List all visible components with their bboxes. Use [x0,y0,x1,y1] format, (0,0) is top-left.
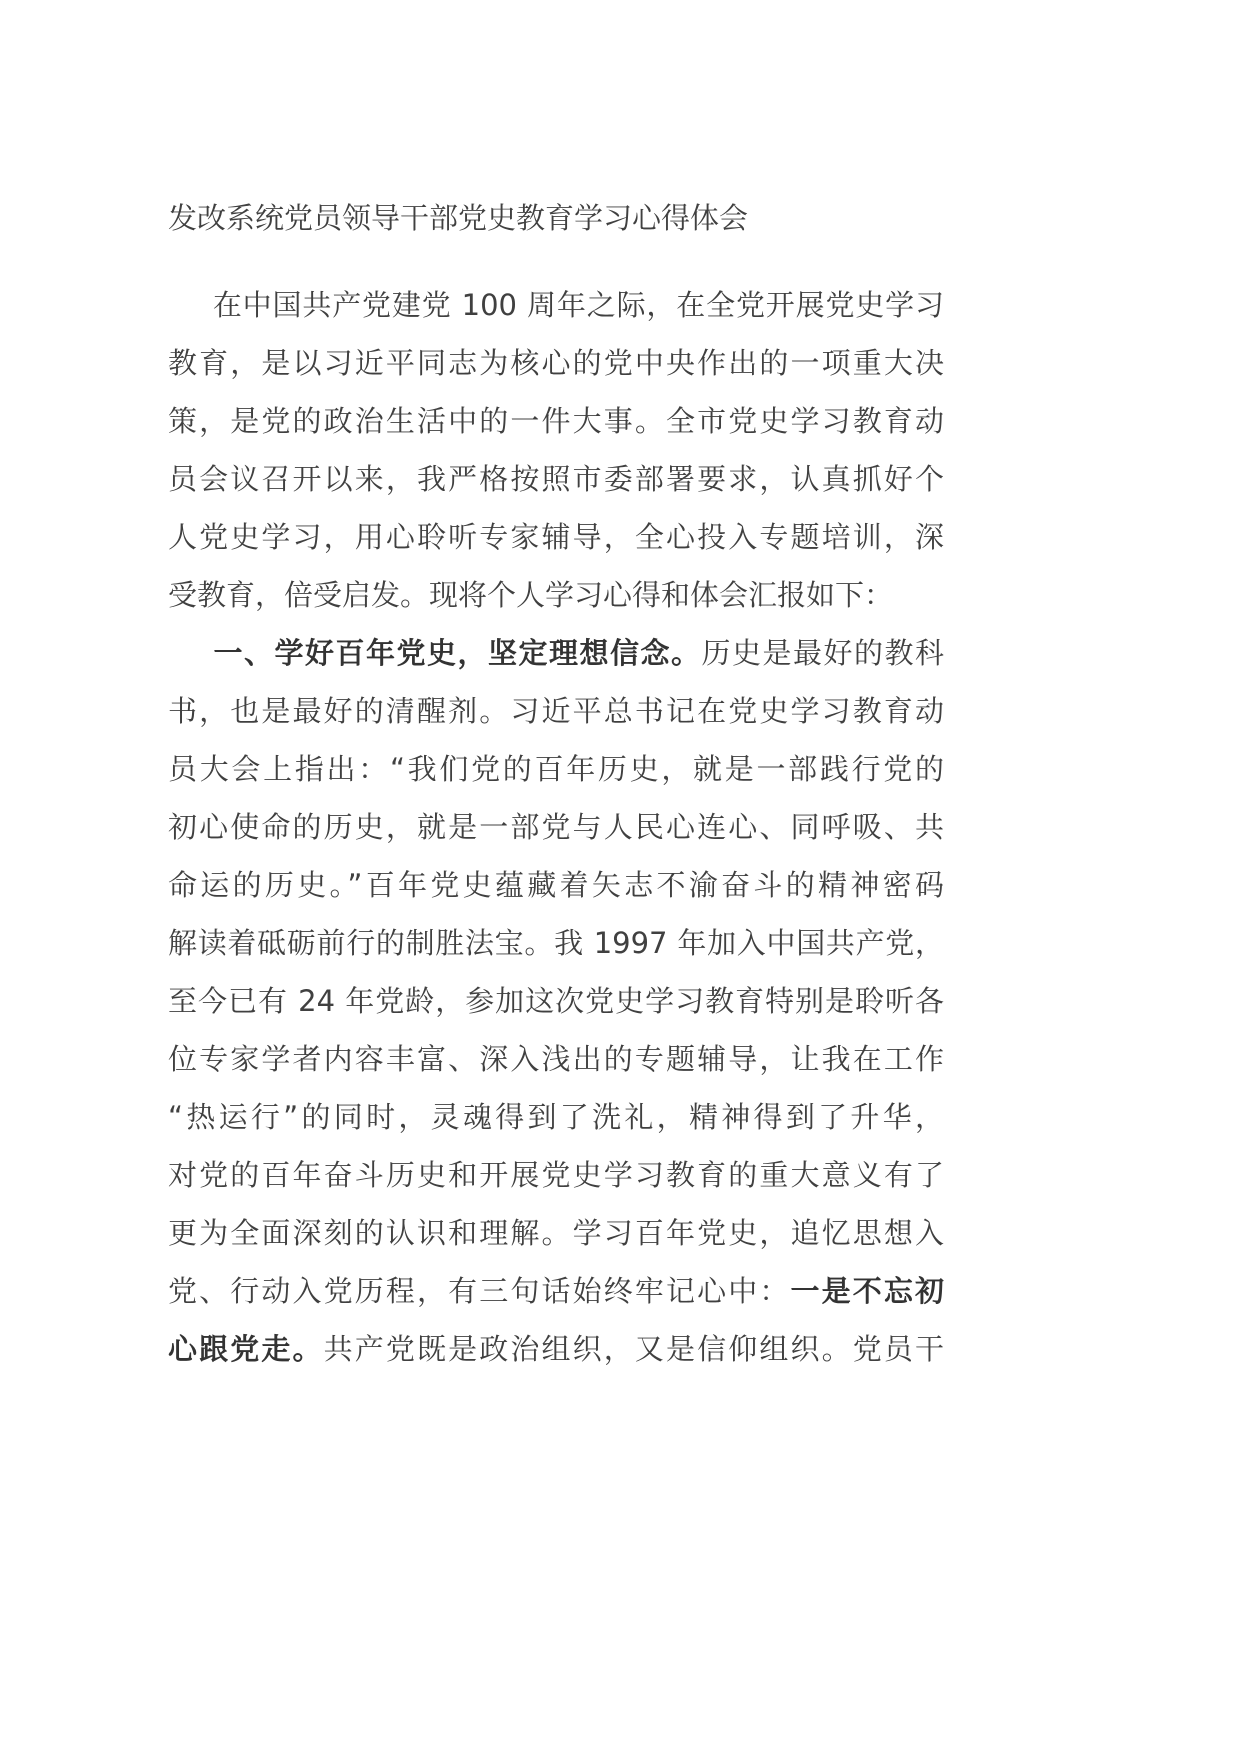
section-heading: 一、学好百年党史，坚定理想信念。 [212,636,702,670]
line-text: 解读着砥砺前行的制胜法宝。我 1997 年加入中国共产党， [168,926,944,960]
text-line [168,450,944,508]
line-text: 共产党既是政治组织，又是信仰组织。党员干 [323,1332,944,1366]
line-text: 员大会上指出：“我们党的百年历史，就是一部践行党的 [168,752,944,786]
text-line [168,1262,944,1320]
document-body [168,276,944,1378]
line-text: 受教育，倍受启发。现将个人学习心得和体会汇报如下： [168,578,894,612]
text-line [168,1088,944,1146]
text-line [168,508,944,566]
text-line [168,798,944,856]
text-line [168,624,944,682]
line-text: 历史是最好的教科 [701,636,944,670]
line-text: 人党史学习，用心聆听专家辅导，全心投入专题培训，深 [168,520,944,554]
text-line [168,972,944,1030]
document-page [168,196,944,1378]
line-text: 命运的历史。”百年党史蕴藏着矢志不渝奋斗的精神密码 [168,868,944,902]
line-text: 至今已有 24 年党龄，参加这次党史学习教育特别是聆听各 [168,984,944,1018]
text-line [168,740,944,798]
line-text: 位专家学者内容丰富、深入浅出的专题辅导，让我在工作 [168,1042,944,1076]
text-line [168,1030,944,1088]
line-text: 对党的百年奋斗历史和开展党史学习教育的重大意义有了 [168,1158,944,1192]
document-title: 发改系统党员领导干部党史教育学习心得体会 [168,201,749,235]
text-line [168,856,944,914]
text-line [168,334,944,392]
text-line [168,276,944,334]
text-line [168,1320,944,1378]
text-line [168,566,944,624]
text-line [168,682,944,740]
text-line [168,392,944,450]
line-text: 书，也是最好的清醒剂。习近平总书记在党史学习教育动 [168,694,944,728]
emphasis-text: 一是不忘初 [790,1274,944,1308]
line-text: 教育，是以习近平同志为核心的党中央作出的一项重大决 [168,346,944,380]
line-text: 员会议召开以来，我严格按照市委部署要求，认真抓好个 [168,462,944,496]
text-line [168,1204,944,1262]
line-text: “热运行”的同时，灵魂得到了洗礼，精神得到了升华， [168,1100,944,1134]
line-text: 更为全面深刻的认识和理解。学习百年党史，追忆思想入 [168,1216,944,1250]
line-text: 策，是党的政治生活中的一件大事。全市党史学习教育动 [168,404,944,438]
emphasis-text: 心跟党走。 [168,1332,324,1366]
line-text: 初心使命的历史，就是一部党与人民心连心、同呼吸、共 [168,810,944,844]
line-text: 党、行动入党历程，有三句话始终牢记心中： [168,1274,791,1308]
line-text: 在中国共产党建党 100 周年之际，在全党开展党史学习 [212,288,944,322]
text-line [168,1146,944,1204]
text-line [168,914,944,972]
